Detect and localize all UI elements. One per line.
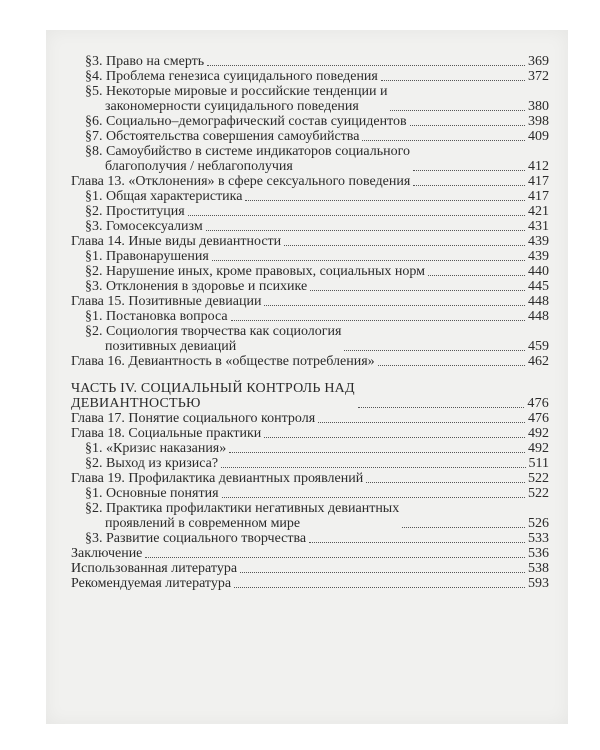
toc-entry-title (85, 279, 307, 294)
toc-section[interactable] (71, 84, 549, 114)
page-number: 440 (528, 264, 549, 279)
leader-dots (390, 110, 525, 111)
leader-dots (410, 125, 525, 126)
toc-entry-line: §6. Социально–демографический состав суицидентов (85, 114, 407, 129)
toc-entry-title (85, 264, 425, 279)
toc-entry-title (85, 486, 219, 501)
toc-section[interactable] (71, 324, 549, 354)
page-number: 398 (528, 114, 549, 129)
toc-section[interactable] (71, 264, 549, 279)
leader-dots (378, 365, 525, 366)
toc-entry-line: §1. Правонарушения (85, 249, 209, 264)
section-gap (71, 369, 549, 381)
page-number: 526 (528, 516, 549, 531)
toc-chapter[interactable] (71, 471, 549, 486)
page-number: 522 (528, 471, 549, 486)
leader-dots (207, 65, 525, 66)
leader-dots (231, 320, 525, 321)
toc-chapter[interactable] (71, 576, 549, 591)
page-number: 511 (528, 456, 549, 471)
leader-dots (245, 200, 525, 201)
toc-entry-line: Глава 13. «Отклонения» в сфере сексуального поведения (71, 174, 411, 189)
toc-entry-title (85, 531, 306, 546)
toc-entry-title (85, 309, 228, 324)
leader-dots (358, 407, 525, 408)
toc-entry-line: Заключение (71, 546, 143, 561)
toc-entry-line: §1. Основные понятия (85, 486, 219, 501)
leader-dots (402, 527, 525, 528)
toc-section[interactable] (71, 219, 549, 234)
page-number: 448 (528, 309, 549, 324)
leader-dots (344, 350, 525, 351)
page-number: 522 (528, 486, 549, 501)
page-number: 492 (528, 441, 549, 456)
leader-dots (413, 185, 525, 186)
toc-entry-line: Использованная литература (71, 561, 238, 576)
toc-entry-title (71, 426, 261, 441)
toc-section[interactable] (71, 144, 549, 174)
toc-entry-title (71, 174, 410, 189)
toc-chapter[interactable] (71, 174, 549, 189)
toc-entry-line: §4. Проблема генезиса суицидального поведения (85, 69, 378, 84)
leader-dots (264, 437, 525, 438)
toc-entry-title (71, 294, 261, 309)
toc-entry-line: §3. Развитие социального творчества (85, 531, 307, 546)
toc-chapter[interactable] (71, 354, 549, 369)
toc-section[interactable] (71, 501, 549, 531)
leader-dots (222, 497, 525, 498)
toc-entry-line: Рекомендуемая литература (71, 576, 232, 591)
toc-entry-title (85, 204, 185, 219)
toc-chapter[interactable] (71, 561, 549, 576)
page-number: 536 (528, 546, 549, 561)
page-number: 439 (528, 249, 549, 264)
toc-section[interactable] (71, 441, 549, 456)
toc-section[interactable] (71, 249, 549, 264)
page-number: 380 (528, 99, 549, 114)
toc-entry-line: §2. Выход из кризиса? (85, 456, 219, 471)
toc-section[interactable] (71, 189, 549, 204)
page-number: 409 (528, 129, 549, 144)
page-number: 462 (528, 354, 549, 369)
page-number: 369 (528, 54, 549, 69)
toc-entry-line: §3. Право на смерть (85, 54, 205, 69)
toc-entry-line: §2. Социология творчества как социология (85, 324, 342, 339)
toc-section[interactable] (71, 531, 549, 546)
page-number: 372 (528, 69, 549, 84)
leader-dots (145, 557, 525, 558)
toc-entry-line: Глава 14. Иные виды девиантности (71, 234, 282, 249)
toc-section[interactable] (71, 129, 549, 144)
toc-entry-line: проявлений в современном мире (105, 516, 301, 531)
toc-entry-line: §7. Обстоятельства совершения самоубийства (85, 129, 360, 144)
page-number: 439 (528, 234, 549, 249)
toc-entry-title (85, 84, 387, 114)
toc-entry-line: Глава 18. Социальные практики (71, 426, 262, 441)
page-number: 476 (528, 411, 549, 426)
toc-entry-title (85, 249, 209, 264)
leader-dots (318, 422, 525, 423)
toc-entry-title (71, 546, 142, 561)
table-of-contents (71, 54, 549, 591)
toc-entry-title (85, 189, 242, 204)
leader-dots (362, 140, 525, 141)
toc-entry-title (71, 561, 237, 576)
page-number: 492 (528, 426, 549, 441)
page-number: 538 (528, 561, 549, 576)
toc-section[interactable] (71, 114, 549, 129)
toc-entry-title (85, 54, 204, 69)
page-number: 448 (528, 294, 549, 309)
toc-entry-title (71, 411, 315, 426)
toc-entry-line: §3. Отклонения в здоровье и психике (85, 279, 308, 294)
toc-entry-line: Глава 19. Профилактика девиантных проявлений (71, 471, 364, 486)
toc-entry-title (85, 69, 378, 84)
toc-section[interactable] (71, 279, 549, 294)
page-number: 533 (528, 531, 549, 546)
leader-dots (206, 230, 525, 231)
leader-dots (212, 260, 525, 261)
toc-entry-title (85, 219, 203, 234)
toc-section[interactable] (71, 456, 549, 471)
toc-entry-line: Глава 17. Понятие социального контроля (71, 411, 316, 426)
toc-entry-title (85, 144, 410, 174)
page-number: 459 (528, 339, 549, 354)
leader-dots (234, 587, 525, 588)
toc-entry-title (85, 324, 341, 354)
toc-entry-title (85, 114, 407, 129)
leader-dots (229, 452, 525, 453)
toc-entry-title (85, 441, 226, 456)
toc-section[interactable] (71, 486, 549, 501)
toc-entry-line: позитивных девиаций (105, 339, 237, 354)
toc-entry-title (71, 234, 281, 249)
toc-entry-line: ЧАСТЬ IV. СОЦИАЛЬНЫЙ КОНТРОЛЬ НАД (71, 381, 355, 396)
toc-entry-line: закономерности суицидального поведения (105, 99, 359, 114)
page-number: 417 (528, 189, 549, 204)
toc-entry-line: благополучия / неблагополучия (105, 159, 293, 174)
toc-section[interactable] (71, 204, 549, 219)
toc-section[interactable] (71, 69, 549, 84)
toc-entry-title (71, 381, 355, 411)
leader-dots (381, 80, 525, 81)
toc-entry-line: Глава 15. Позитивные девиации (71, 294, 262, 309)
toc-entry-line: §8. Самоубийство в системе индикаторов социального (85, 144, 410, 159)
leader-dots (188, 215, 525, 216)
toc-chapter[interactable] (71, 546, 549, 561)
leader-dots (240, 572, 525, 573)
page-number: 476 (527, 396, 549, 411)
toc-entry-title (85, 129, 359, 144)
toc-chapter[interactable] (71, 294, 549, 309)
leader-dots (413, 170, 525, 171)
toc-entry-line: §1. Общая характеристика (85, 189, 243, 204)
leader-dots (366, 482, 525, 483)
toc-entry-line: Глава 16. Девиантность в «обществе потребления» (71, 354, 375, 369)
toc-chapter[interactable] (71, 426, 549, 441)
toc-entry-title (71, 576, 231, 591)
page-number: 431 (528, 219, 549, 234)
leader-dots (221, 467, 525, 468)
page-number: 412 (528, 159, 549, 174)
leader-dots (310, 290, 525, 291)
toc-entry-line: §2. Нарушение иных, кроме правовых, социальных норм (85, 264, 426, 279)
toc-entry-title (85, 501, 399, 531)
toc-entry-title (71, 471, 363, 486)
toc-entry-line: §5. Некоторые мировые и российские тенденции и (85, 84, 388, 99)
page-number: 421 (528, 204, 549, 219)
toc-entry-line: ДЕВИАНТНОСТЬЮ (71, 396, 201, 411)
toc-entry-line: §2. Практика профилактики негативных девиантных (85, 501, 400, 516)
toc-part[interactable] (71, 381, 549, 411)
leader-dots (264, 305, 525, 306)
leader-dots (428, 275, 525, 276)
toc-entry-title (71, 354, 375, 369)
toc-entry-line: §3. Гомосексуализм (85, 219, 203, 234)
toc-entry-line: §2. Проституция (85, 204, 185, 219)
toc-chapter[interactable] (71, 411, 549, 426)
toc-chapter[interactable] (71, 234, 549, 249)
toc-entry-title (85, 456, 218, 471)
page-number: 445 (528, 279, 549, 294)
page-number: 417 (528, 174, 549, 189)
page-number: 593 (528, 576, 549, 591)
toc-section[interactable] (71, 54, 549, 69)
toc-entry-line: §1. Постановка вопроса (85, 309, 228, 324)
toc-entry-line: §1. «Кризис наказания» (85, 441, 227, 456)
leader-dots (309, 542, 525, 543)
leader-dots (284, 245, 525, 246)
toc-section[interactable] (71, 309, 549, 324)
